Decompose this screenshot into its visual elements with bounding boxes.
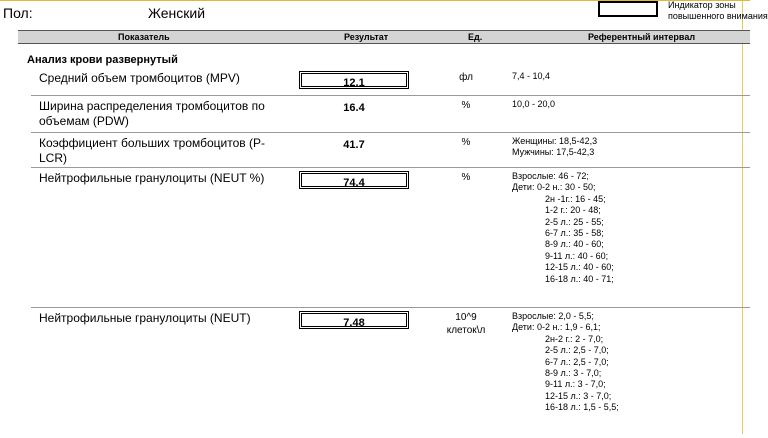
sex-label: Пол: bbox=[3, 5, 33, 21]
header-reference: Референтный интервал bbox=[588, 32, 696, 42]
header-unit: Ед. bbox=[468, 32, 483, 42]
row-unit: % bbox=[461, 100, 471, 111]
ref-line: 12-15 л.: 40 - 60; bbox=[545, 262, 614, 273]
row-name: Ширина распределения тромбоцитов по объемам (PDW) bbox=[39, 99, 265, 128]
row-name: Коэффициент больших тромбоцитов (P-LCR) bbox=[39, 136, 265, 165]
section-title: Анализ крови развернутый bbox=[27, 54, 178, 66]
ref-line: 6-7 л.: 35 - 58; bbox=[545, 228, 604, 239]
table-header bbox=[18, 30, 750, 44]
row-reference bbox=[512, 99, 752, 110]
row-name: Средний объем тромбоцитов (MPV) bbox=[39, 71, 240, 85]
row-unit: 10^9 клеток\л bbox=[446, 312, 486, 336]
ref-line: Дети: 0-2 н.: 30 - 50; bbox=[512, 182, 596, 193]
ref-line: 8-9 л.: 3 - 7,0; bbox=[545, 368, 602, 379]
ref-line: 12-15 л.: 3 - 7,0; bbox=[545, 390, 612, 401]
table-row bbox=[31, 168, 750, 308]
ref-line: 16-18 л.: 40 - 71; bbox=[545, 273, 614, 284]
row-name: Нейтрофильные гранулоциты (NEUT %) bbox=[39, 171, 265, 185]
legend-line-2: повышенного внимания bbox=[668, 11, 768, 21]
row-result: 41.7 bbox=[343, 139, 365, 151]
ref-line: 2-5 л.: 25 - 55; bbox=[545, 216, 604, 227]
row-result-flagged: 7.48 bbox=[299, 311, 409, 329]
header-indicator: Показатель bbox=[118, 32, 170, 42]
ref-line: 2н-2 г.: 2 - 7,0; bbox=[545, 333, 604, 344]
row-result-flagged: 12.1 bbox=[299, 71, 409, 89]
attention-indicator-legend bbox=[668, 0, 768, 22]
ref-line: 9-11 л.: 40 - 60; bbox=[545, 250, 609, 261]
row-reference bbox=[512, 71, 752, 82]
ref-line: 2н -1г.: 16 - 45; bbox=[545, 193, 606, 204]
ref-line: 9-11 л.: 3 - 7,0; bbox=[545, 379, 606, 390]
table-row bbox=[31, 133, 750, 168]
legend-line-1: Индикатор зоны bbox=[668, 0, 736, 10]
row-result-flagged: 74.4 bbox=[299, 171, 409, 189]
row-reference bbox=[512, 136, 752, 159]
row-reference bbox=[512, 171, 752, 285]
ref-line: 16-18 л.: 1,5 - 5,5; bbox=[545, 402, 619, 413]
sex-value: Женский bbox=[148, 5, 206, 21]
row-unit: % bbox=[461, 172, 471, 183]
ref-line: 6-7 л.: 2,5 - 7,0; bbox=[545, 356, 609, 367]
ref-line: 7,4 - 10,4 bbox=[512, 71, 551, 81]
ref-line: Взрослые: 2,0 - 5,5; bbox=[512, 311, 594, 321]
table-row bbox=[31, 96, 750, 133]
row-unit: фл bbox=[459, 72, 473, 83]
ref-line: Женщины: 18,5-42,3 bbox=[512, 136, 598, 146]
ref-line: Дети: 0-2 н.: 1,9 - 6,1; bbox=[512, 322, 601, 333]
table-row bbox=[31, 308, 750, 438]
attention-indicator-box bbox=[598, 1, 658, 17]
row-result: 16.4 bbox=[343, 102, 365, 114]
ref-line: 8-9 л.: 40 - 60; bbox=[545, 239, 604, 250]
ref-line: 1-2 г.: 20 - 48; bbox=[545, 205, 601, 216]
table-row bbox=[31, 68, 750, 96]
header-result: Результат bbox=[344, 32, 389, 42]
ref-line: Мужчины: 17,5-42,3 bbox=[512, 147, 595, 158]
ref-line: Взрослые: 46 - 72; bbox=[512, 171, 589, 181]
ref-line: 10,0 - 20,0 bbox=[512, 99, 556, 109]
ref-line: 2-5 л.: 2,5 - 7,0; bbox=[545, 345, 609, 356]
row-name: Нейтрофильные гранулоциты (NEUT) bbox=[39, 311, 251, 325]
row-unit: % bbox=[461, 137, 471, 148]
row-reference bbox=[512, 311, 752, 414]
